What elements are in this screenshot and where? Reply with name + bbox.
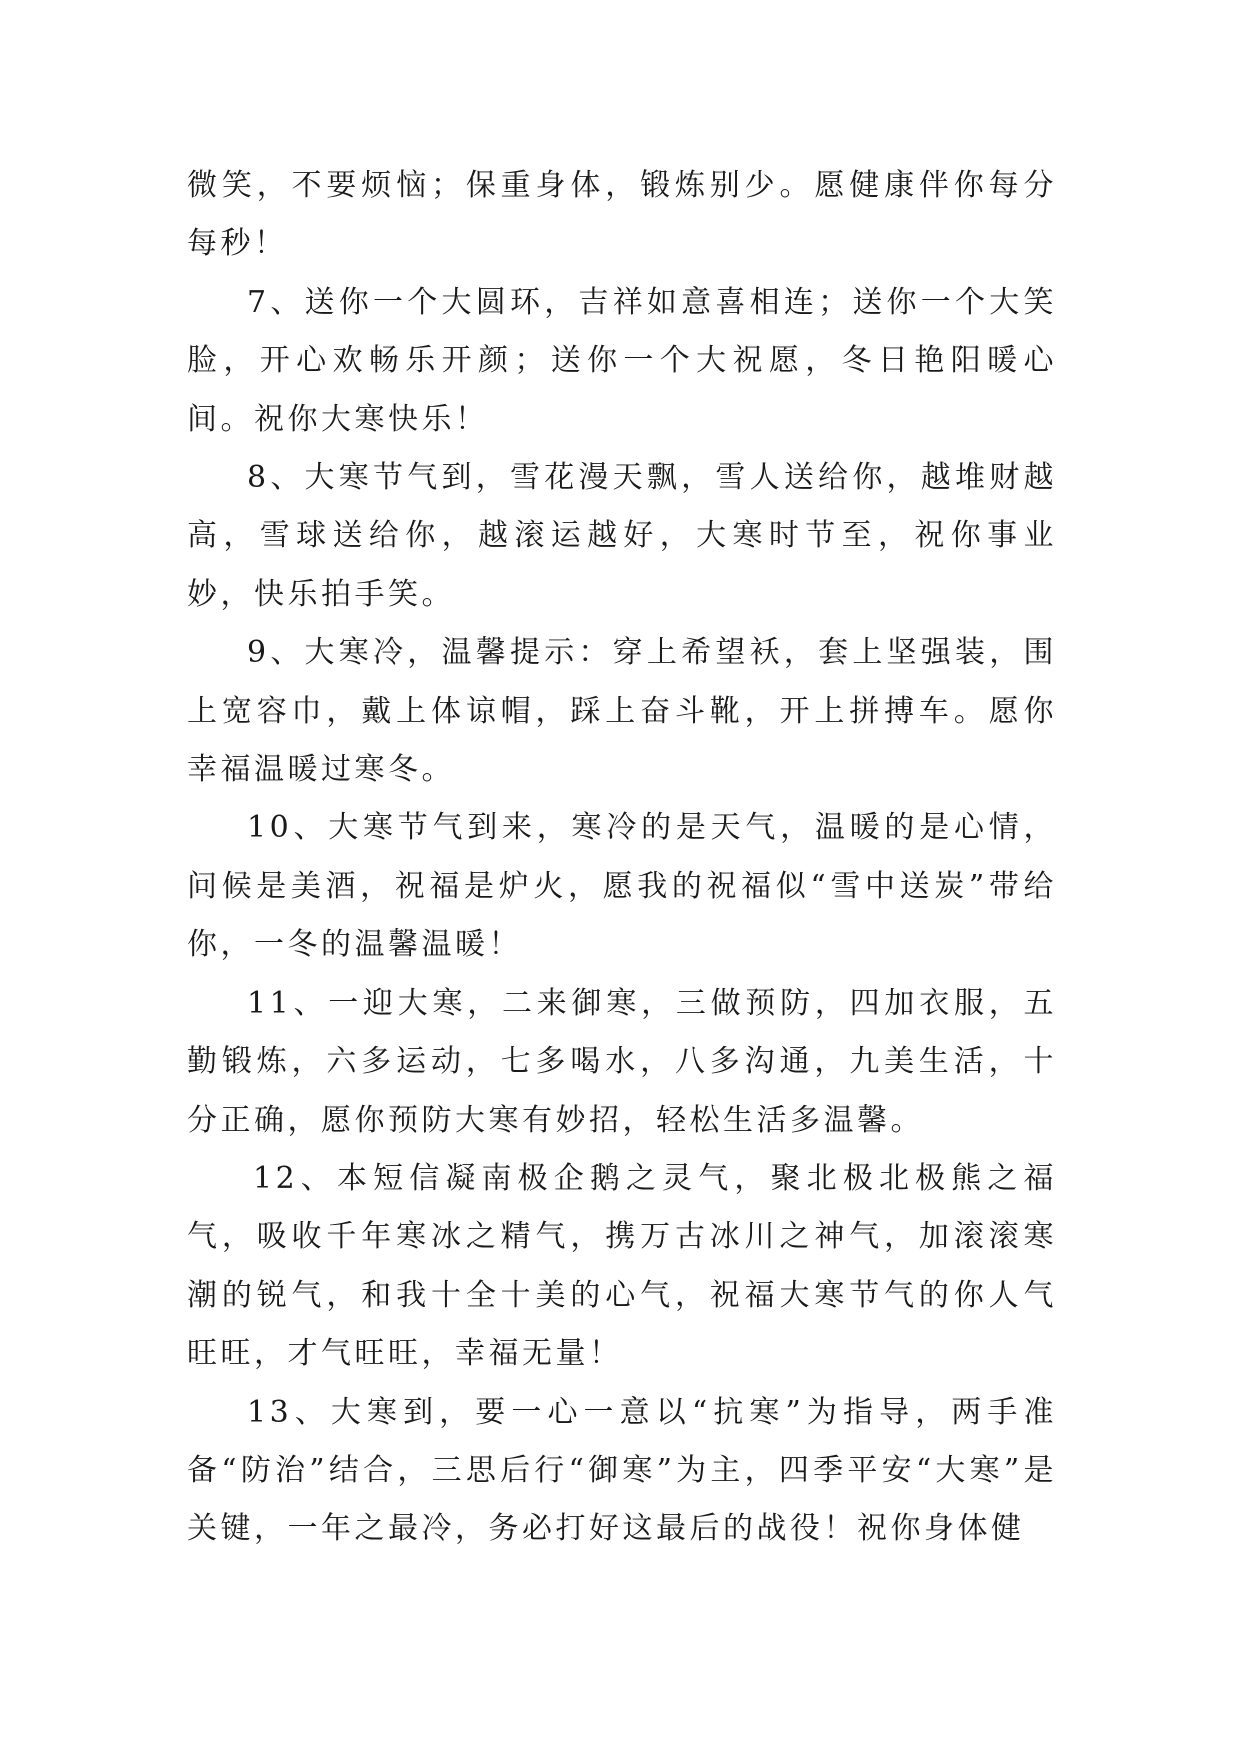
paragraph-item-9: 9、大寒冷，温馨提示：穿上希望袄，套上坚强装，围上宽容巾，戴上体谅帽，踩上奋斗靴，开上拼搏车。愿你幸福温暖过寒冬。 <box>187 635 1057 788</box>
document-body <box>187 157 1057 1559</box>
paragraph-item-11: 11、一迎大寒，二来御寒，三做预防，四加衣服，五勤锻炼，六多运动，七多喝水，八多沟通，九美生活，十分正确，愿你预防大寒有妙招，轻松生活多温馨。 <box>187 985 1057 1138</box>
paragraph-item-13: 13、大寒到，要一心一意以“抗寒”为指导，两手准备“防治”结合，三思后行“御寒”为主，四季平安“大寒”是关键，一年之最冷，务必打好这最后的战役！祝你身体健 <box>187 1394 1057 1547</box>
paragraph-item-10: 10、大寒节气到来，寒冷的是天气，温暖的是心情，问候是美酒，祝福是炉火，愿我的祝福似“雪中送炭”带给你，一冬的温馨温暖！ <box>187 810 1057 963</box>
paragraph-item-8: 8、大寒节气到，雪花漫天飘，雪人送给你，越堆财越高，雪球送给你，越滚运越好，大寒时节至，祝你事业妙，快乐拍手笑。 <box>187 460 1057 612</box>
paragraph-item-7: 7、送你一个大圆环，吉祥如意喜相连；送你一个大笑脸，开心欢畅乐开颜；送你一个大祝愿，冬日艳阳暖心间。祝你大寒快乐！ <box>187 284 1057 437</box>
paragraph-item-12: 12、本短信凝南极企鹅之灵气，聚北极北极熊之福气，吸收千年寒冰之精气，携万古冰川之神气，加滚滚寒潮的锐气，和我十全十美的心气，祝福大寒节气的你人气旺旺，才气旺旺，幸福无量！ <box>187 1160 1057 1372</box>
paragraph-continued: 微笑，不要烦恼；保重身体，锻炼别少。愿健康伴你每分每秒！ <box>187 168 1057 262</box>
